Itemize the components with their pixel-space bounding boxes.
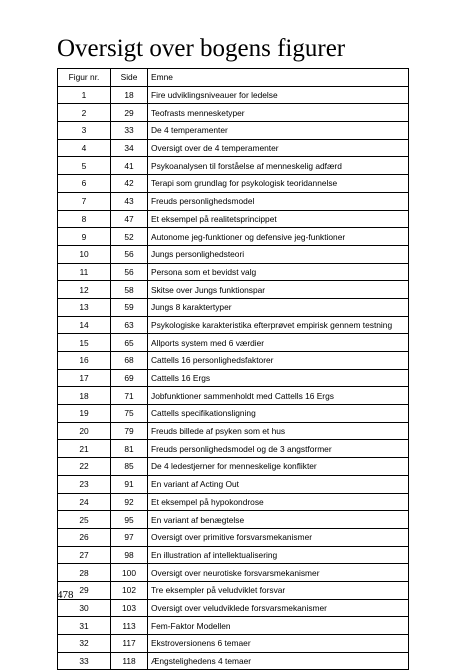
cell-subject: Cattells 16 Ergs <box>148 369 409 387</box>
cell-subject: Freuds personlighedsmodel <box>148 192 409 210</box>
cell-figure-number: 3 <box>58 122 111 140</box>
cell-figure-number: 1 <box>58 86 111 104</box>
cell-figure-number: 14 <box>58 316 111 334</box>
table-row <box>58 175 409 193</box>
cell-figure-number: 24 <box>58 493 111 511</box>
table-row <box>58 369 409 387</box>
cell-figure-number: 29 <box>58 581 111 599</box>
cell-figure-number: 25 <box>58 511 111 529</box>
cell-page: 52 <box>111 228 148 246</box>
cell-subject: En illustration af intellektualisering <box>148 546 409 564</box>
cell-figure-number: 15 <box>58 334 111 352</box>
table-row <box>58 86 409 104</box>
cell-page: 102 <box>111 581 148 599</box>
cell-figure-number: 18 <box>58 387 111 405</box>
table-row <box>58 581 409 599</box>
cell-figure-number: 12 <box>58 281 111 299</box>
table-row <box>58 511 409 529</box>
cell-page: 97 <box>111 528 148 546</box>
cell-page: 81 <box>111 440 148 458</box>
cell-subject: Oversigt over neurotiske forsvarsmekanismer <box>148 564 409 582</box>
table-row <box>58 316 409 334</box>
cell-subject: Tre eksempler på veludviklet forsvar <box>148 581 409 599</box>
cell-figure-number: 26 <box>58 528 111 546</box>
cell-page: 58 <box>111 281 148 299</box>
cell-page: 41 <box>111 157 148 175</box>
table-row <box>58 493 409 511</box>
figure-table <box>57 68 409 670</box>
cell-figure-number: 19 <box>58 405 111 423</box>
table-row <box>58 334 409 352</box>
table-row <box>58 245 409 263</box>
page-number: 478 <box>57 589 74 601</box>
table-row <box>58 422 409 440</box>
cell-figure-number: 4 <box>58 139 111 157</box>
cell-page: 103 <box>111 599 148 617</box>
cell-page: 85 <box>111 458 148 476</box>
table-row <box>58 440 409 458</box>
cell-subject: Oversigt over veludviklede forsvarsmekanismer <box>148 599 409 617</box>
cell-figure-number: 7 <box>58 192 111 210</box>
cell-page: 56 <box>111 245 148 263</box>
cell-page: 68 <box>111 352 148 370</box>
cell-subject: Allports system med 6 værdier <box>148 334 409 352</box>
cell-page: 56 <box>111 263 148 281</box>
table-row <box>58 210 409 228</box>
cell-page: 42 <box>111 175 148 193</box>
cell-subject: Cattells 16 personlighedsfaktorer <box>148 352 409 370</box>
cell-subject: Fem-Faktor Modellen <box>148 617 409 635</box>
cell-figure-number: 31 <box>58 617 111 635</box>
cell-page: 29 <box>111 104 148 122</box>
cell-subject: Psykologiske karakteristika efterprøvet empirisk gennem testning <box>148 316 409 334</box>
table-row <box>58 475 409 493</box>
table-row <box>58 458 409 476</box>
cell-figure-number: 33 <box>58 652 111 670</box>
cell-subject: Freuds personlighedsmodel og de 3 angstformer <box>148 440 409 458</box>
cell-subject: Psykoanalysen til forståelse af menneskelig adfærd <box>148 157 409 175</box>
cell-figure-number: 16 <box>58 352 111 370</box>
cell-page: 98 <box>111 546 148 564</box>
table-row <box>58 635 409 653</box>
table-row <box>58 139 409 157</box>
cell-page: 43 <box>111 192 148 210</box>
cell-figure-number: 23 <box>58 475 111 493</box>
table-row <box>58 157 409 175</box>
cell-page: 59 <box>111 298 148 316</box>
cell-subject: En variant af benægtelse <box>148 511 409 529</box>
table-row <box>58 617 409 635</box>
table-row <box>58 652 409 670</box>
cell-figure-number: 8 <box>58 210 111 228</box>
table-row <box>58 281 409 299</box>
cell-figure-number: 28 <box>58 564 111 582</box>
cell-figure-number: 10 <box>58 245 111 263</box>
cell-page: 18 <box>111 86 148 104</box>
cell-subject: De 4 temperamenter <box>148 122 409 140</box>
cell-subject: Ængstelighedens 4 temaer <box>148 652 409 670</box>
column-header-subject: Emne <box>148 69 409 87</box>
cell-subject: Fire udviklingsniveauer for ledelse <box>148 86 409 104</box>
cell-figure-number: 11 <box>58 263 111 281</box>
cell-page: 69 <box>111 369 148 387</box>
cell-subject: De 4 ledestjerner for menneskelige konflikter <box>148 458 409 476</box>
cell-subject: Freuds billede af psyken som et hus <box>148 422 409 440</box>
cell-figure-number: 9 <box>58 228 111 246</box>
table-row <box>58 387 409 405</box>
cell-subject: Jobfunktioner sammenholdt med Cattells 16 Ergs <box>148 387 409 405</box>
cell-page: 79 <box>111 422 148 440</box>
cell-page: 113 <box>111 617 148 635</box>
table-row <box>58 122 409 140</box>
cell-page: 33 <box>111 122 148 140</box>
table-row <box>58 192 409 210</box>
cell-subject: Skitse over Jungs funktionspar <box>148 281 409 299</box>
cell-subject: Jungs personlighedsteori <box>148 245 409 263</box>
cell-subject: En variant af Acting Out <box>148 475 409 493</box>
cell-figure-number: 13 <box>58 298 111 316</box>
cell-subject: Teofrasts mennesketyper <box>148 104 409 122</box>
column-header-page: Side <box>111 69 148 87</box>
cell-subject: Oversigt over primitive forsvarsmekanismer <box>148 528 409 546</box>
cell-page: 100 <box>111 564 148 582</box>
cell-page: 92 <box>111 493 148 511</box>
cell-figure-number: 2 <box>58 104 111 122</box>
column-header-figure-number: Figur nr. <box>58 69 111 87</box>
cell-figure-number: 30 <box>58 599 111 617</box>
cell-page: 47 <box>111 210 148 228</box>
cell-figure-number: 27 <box>58 546 111 564</box>
cell-figure-number: 32 <box>58 635 111 653</box>
table-row <box>58 599 409 617</box>
cell-figure-number: 17 <box>58 369 111 387</box>
cell-subject: Autonome jeg-funktioner og defensive jeg-funktioner <box>148 228 409 246</box>
table-row <box>58 298 409 316</box>
cell-page: 71 <box>111 387 148 405</box>
cell-page: 75 <box>111 405 148 423</box>
cell-page: 117 <box>111 635 148 653</box>
cell-subject: Cattells specifikationsligning <box>148 405 409 423</box>
table-row <box>58 528 409 546</box>
cell-subject: Oversigt over de 4 temperamenter <box>148 139 409 157</box>
table-row <box>58 546 409 564</box>
table-header-row <box>58 69 409 87</box>
cell-subject: Ekstroversionens 6 temaer <box>148 635 409 653</box>
cell-figure-number: 6 <box>58 175 111 193</box>
cell-page: 65 <box>111 334 148 352</box>
cell-page: 95 <box>111 511 148 529</box>
cell-figure-number: 20 <box>58 422 111 440</box>
cell-page: 34 <box>111 139 148 157</box>
cell-subject: Et eksempel på realitetsprincippet <box>148 210 409 228</box>
table-row <box>58 228 409 246</box>
page-title: Oversigt over bogens figurer <box>57 35 346 62</box>
cell-subject: Terapi som grundlag for psykologisk teoridannelse <box>148 175 409 193</box>
table-row <box>58 263 409 281</box>
cell-page: 63 <box>111 316 148 334</box>
cell-subject: Jungs 8 karaktertyper <box>148 298 409 316</box>
cell-figure-number: 22 <box>58 458 111 476</box>
table-row <box>58 352 409 370</box>
cell-figure-number: 5 <box>58 157 111 175</box>
table-row <box>58 104 409 122</box>
cell-subject: Persona som et bevidst valg <box>148 263 409 281</box>
cell-subject: Et eksempel på hypokondrose <box>148 493 409 511</box>
cell-page: 118 <box>111 652 148 670</box>
table-row <box>58 405 409 423</box>
cell-page: 91 <box>111 475 148 493</box>
cell-figure-number: 21 <box>58 440 111 458</box>
table-row <box>58 564 409 582</box>
